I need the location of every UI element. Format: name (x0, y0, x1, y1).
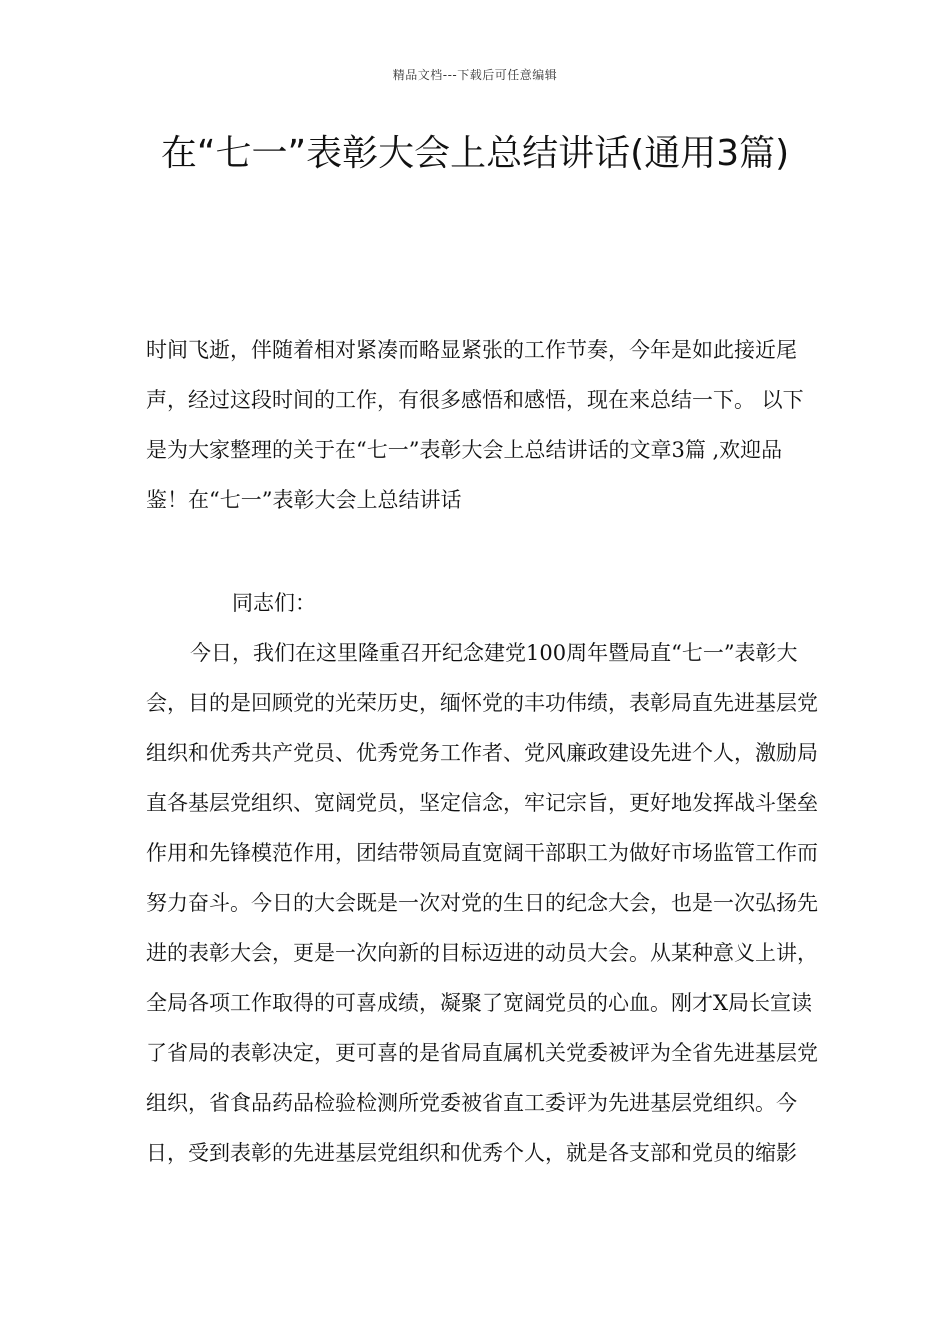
intro-paragraph: 时间飞逝，伴随着相对紧凑而略显紧张的工作节奏，今年是如此接近尾声，经过这段时间的工作，有很多感悟和感悟，现在来总结一下。 以下是为大家整理的关于在“七一”表彰大会上总结讲话的文章3篇 ,欢迎品鉴！在“七一”表彰大会上总结讲话 (146, 338, 804, 512)
main-paragraph: 今日，我们在这里隆重召开纪念建党100周年暨局直“七一”表彰大会，目的是回顾党的光荣历史，缅怀党的丰功伟绩，表彰局直先进基层党组织和优秀共产党员、优秀党务工作者、党风廉政建设先进个人，激励局直各基层党组织、宽阔党员，坚定信念，牢记宗旨，更好地发挥战斗堡垒作用和先锋模范作用，团结带领局直宽阔干部职工为做好市场监管工作而努力奋斗。今日的大会既是一次对党的生日的纪念大会，也是一次弘扬先进的表彰大会，更是一次向新的目标迈进的动员大会。从某种意义上讲，全局各项工作取得的可喜成绩，凝聚了宽阔党员的心血。刚才X局长宣读了省局的表彰决定，更可喜的是省局直属机关党委被评为全省先进基层党组织，省食品药品检验检测所党委被省直工委评为先进基层党组织。今日，受到表彰的先进基层党组织和优秀个人，就是各支部和党员的缩影 (146, 641, 818, 1165)
header-note: 精品文档---下载后可任意编辑 (392, 68, 558, 82)
greeting-line: 同志们： (232, 591, 316, 615)
document-title: 在“七一”表彰大会上总结讲话(通用3篇) (160, 133, 790, 174)
